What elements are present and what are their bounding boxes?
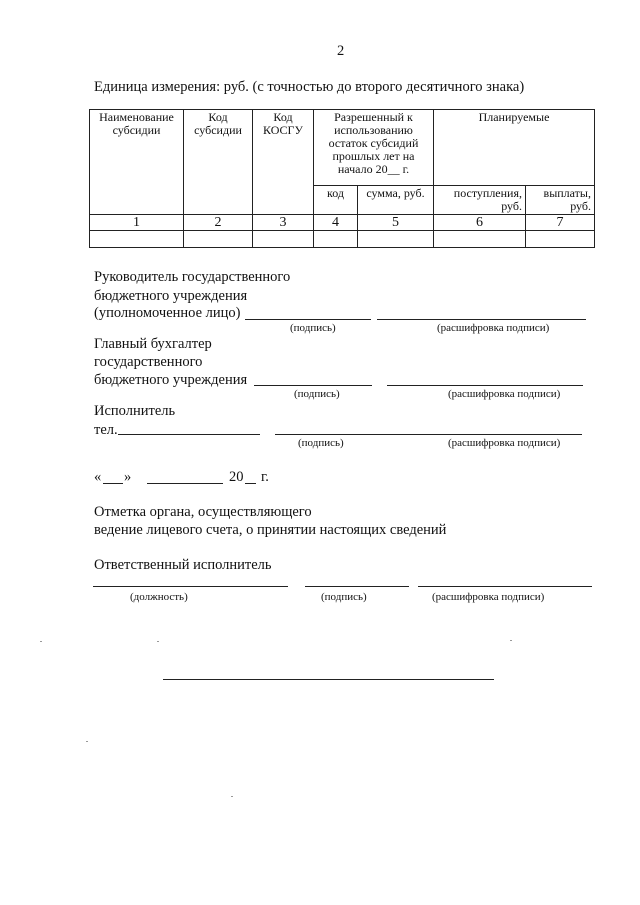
col-number: 6 <box>434 215 526 231</box>
accountant-signature-caption: (подпись) <box>294 388 340 400</box>
header-permitted-balance: Разрешенный к использованию остаток субсидий прошлых лет на начало 20__ г. <box>314 110 434 186</box>
col-number: 4 <box>314 215 358 231</box>
accountant-title-line2: государственного <box>94 354 203 370</box>
table-cell[interactable] <box>314 231 358 248</box>
col-number: 1 <box>90 215 184 231</box>
responsible-decode-caption: (расшифровка подписи) <box>432 591 545 603</box>
executor-phone-field[interactable] <box>118 434 260 435</box>
head-decode-caption: (расшифровка подписи) <box>437 322 550 334</box>
table-cell[interactable] <box>90 231 184 248</box>
accountant-title-line3: бюджетного учреждения <box>94 372 248 388</box>
mark-line2: ведение лицевого счета, о принятии настоящих сведений <box>94 522 447 538</box>
executor-title: Исполнитель <box>94 403 176 419</box>
head-signature-field[interactable] <box>245 319 371 320</box>
bottom-separator <box>163 679 494 680</box>
table-row <box>90 231 595 248</box>
date-year-field[interactable] <box>245 483 256 484</box>
col-number: 2 <box>184 215 253 231</box>
executor-signature-field[interactable] <box>275 434 582 435</box>
subheader-code: код <box>314 186 358 215</box>
table-cell[interactable] <box>526 231 595 248</box>
head-title-line2: бюджетного учреждения <box>94 288 248 304</box>
table-cell[interactable] <box>434 231 526 248</box>
responsible-position-caption: (должность) <box>130 591 188 603</box>
accountant-title-line1: Главный бухгалтер <box>94 336 212 352</box>
table-cell[interactable] <box>184 231 253 248</box>
header-subsidy-code: Код субсидии <box>184 110 253 215</box>
header-planned: Планируемые <box>434 110 595 186</box>
scan-speck <box>510 640 512 641</box>
column-number-row <box>90 215 595 231</box>
header-kosgu-code: Код КОСГУ <box>253 110 314 215</box>
accountant-signature-field[interactable] <box>254 385 372 386</box>
scan-speck <box>157 641 159 642</box>
executor-decode-caption: (расшифровка подписи) <box>448 437 561 449</box>
head-signature-caption: (подпись) <box>290 322 336 334</box>
date-year-prefix: 20 <box>229 469 244 485</box>
responsible-decode-field[interactable] <box>418 586 592 587</box>
executor-phone-label: тел. <box>94 422 118 438</box>
date-month-field[interactable] <box>147 483 223 484</box>
col-number: 3 <box>253 215 314 231</box>
accountant-decode-field[interactable] <box>387 385 583 386</box>
header-subsidy-name: Наименование субсидии <box>90 110 184 215</box>
subheader-income: поступления, руб. <box>434 186 526 215</box>
subheader-payments: выплаты, руб. <box>526 186 595 215</box>
col-number: 5 <box>358 215 434 231</box>
subsidy-table <box>89 109 595 248</box>
head-title-line1: Руководитель государственного <box>94 269 291 285</box>
scan-speck <box>40 641 42 642</box>
table-cell[interactable] <box>358 231 434 248</box>
units-line: Единица измерения: руб. (с точностью до второго десятичного знака) <box>94 79 525 95</box>
page-number: 2 <box>337 43 345 59</box>
head-decode-field[interactable] <box>377 319 586 320</box>
responsible-position-field[interactable] <box>93 586 288 587</box>
scan-speck <box>231 796 233 797</box>
accountant-decode-caption: (расшифровка подписи) <box>448 388 561 400</box>
scan-speck <box>86 741 88 742</box>
responsible-signature-field[interactable] <box>305 586 409 587</box>
table-cell[interactable] <box>253 231 314 248</box>
date-day-field[interactable] <box>103 483 123 484</box>
responsible-signature-caption: (подпись) <box>321 591 367 603</box>
date-open-quote: « <box>94 469 102 485</box>
subheader-sum: сумма, руб. <box>358 186 434 215</box>
responsible-title: Ответственный исполнитель <box>94 557 272 573</box>
date-year-suffix: г. <box>261 469 269 485</box>
mark-line1: Отметка органа, осуществляющего <box>94 504 312 520</box>
date-close-quote: » <box>124 469 132 485</box>
executor-signature-caption: (подпись) <box>298 437 344 449</box>
col-number: 7 <box>526 215 595 231</box>
head-title-line3: (уполномоченное лицо) <box>94 305 241 321</box>
